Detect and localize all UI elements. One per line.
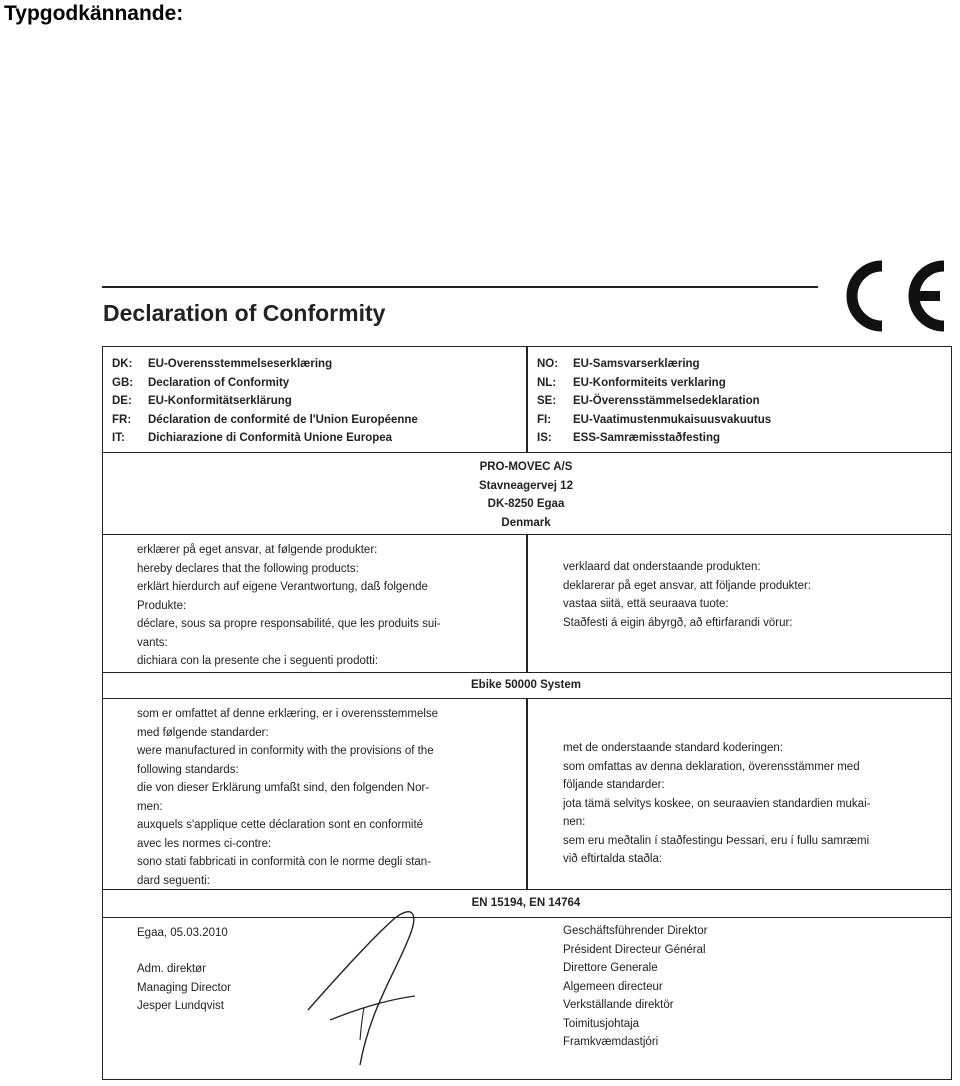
column-divider-1 (526, 346, 528, 452)
title-rule (102, 286, 818, 288)
company-city: DK-8250 Egaa (487, 498, 565, 510)
row-divider-3 (102, 672, 952, 673)
declare-text-left: erklærer på eget ansvar, at følgende produkter: hereby declares that the following products: erklärt hierdurch auf eigene Verantwortung, daß folgende Produkte: déclare, sous sa propre responsabilité, que les produits sui- vants: dichiara con la presente che i seguenti prodotti: (137, 544, 441, 667)
product-name: Ebike 50000 System (471, 679, 581, 691)
place-date: Egaa, 05.03.2010 (137, 927, 228, 939)
standards-list: EN 15194, EN 14764 (471, 897, 581, 909)
row-divider-6 (102, 917, 952, 918)
handwritten-signature (290, 900, 440, 1070)
company-address (426, 458, 626, 532)
standards-text-right: met de onderstaande standard koderingen: som omfattas av denna deklaration, överensstämmer med följande standarder: jota tämä selvitys koskee, on seuraavien standardien mukai- nen: sem eru meðtalin í staðfestingu Þessari, eru í fullu samræmi við eftirtalda staðla: (563, 742, 871, 865)
signer-left: Adm. direktør Managing Director Jesper Lundqvist (137, 963, 231, 1012)
ce-mark-logo (836, 256, 952, 336)
company-name: PRO-MOVEC A/S (479, 461, 573, 473)
lang-row: NO: EU-Samsvarserklæring (537, 358, 700, 370)
document-title: Declaration of Conformity (103, 300, 386, 326)
column-divider-3 (526, 698, 528, 889)
signer-titles-right: Geschäftsführender Direktor Président Directeur Général Direttore Generale Algemeen directeur Verkställande direktör Toimitusjohtaja Framkvæmdastjóri (563, 925, 708, 1048)
lang-row: NL: EU-Konformiteits verklaring (537, 376, 726, 389)
company-street: Stavneagervej 12 (479, 479, 573, 492)
company-country: Denmark (501, 516, 551, 529)
lang-list-left (112, 355, 418, 448)
standards-text-left: som er omfattet af denne erklæring, er i overensstemmelse med følgende standarder: were manufactured in conformity with the provisions of the following standards: die von dieser Erklärung umfaßt sind, den folgenden Nor- men: auxquels s'applique cette déclaration sont en conformité avec les normes ci-contre: sono stati fabbricati in conformità con le norme degli stan- dard seguenti: (137, 708, 439, 887)
lang-row: GB: Declaration of Conformity (112, 376, 290, 389)
lang-row: DK: EU-Overensstemmelseserklæring (112, 358, 333, 370)
lang-row: DE: EU-Konformitätserklärung (112, 395, 292, 407)
lang-row: IS: ESS-Samræmisstaðfesting (537, 432, 720, 444)
declare-text-right: verklaard dat onderstaande produkten: deklarerar på eget ansvar, att följande produkter: vastaa siitä, että seuraava tuote: Staðfesti á eigin ábyrgð, að eftirfarandi vörur: (563, 561, 812, 629)
lang-row: FI: EU-Vaatimustenmukaisuusvakuutus (537, 413, 772, 426)
lang-row: SE: EU-Överensstämmelsedeklaration (537, 395, 760, 407)
row-divider-1 (102, 452, 952, 453)
column-divider-2 (526, 534, 528, 672)
lang-row: IT: Dichiarazione di Conformità Unione Europea (112, 432, 393, 444)
page-heading: Typgodkännande: (4, 2, 184, 25)
lang-list-right (537, 355, 771, 448)
lang-row: FR: Déclaration de conformité de l'Union Européenne (112, 413, 418, 426)
